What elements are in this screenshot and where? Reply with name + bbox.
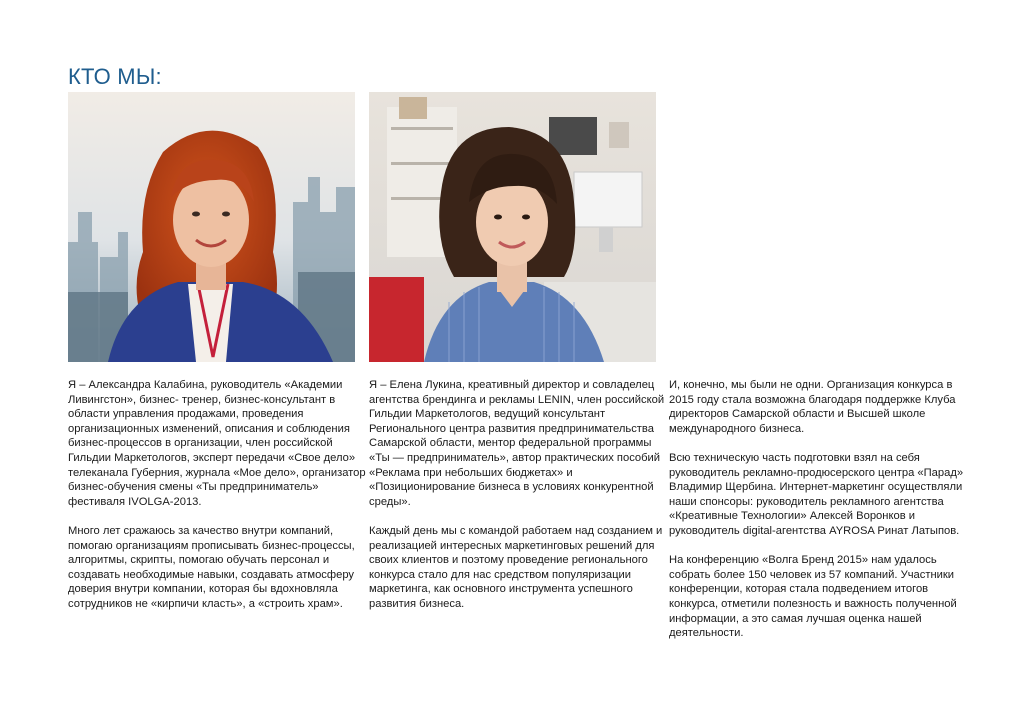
- paragraph: И, конечно, мы были не одни. Организация конкурса в 2015 году стала возможна благодаря поддержке Клуба директоров Самарской области и Высшей школе международного бизнеса.: [669, 379, 956, 435]
- paragraph: На конференцию «Волга Бренд 2015» нам удалось собрать более 150 человек из 57 компаний. Участники конференции, которая стала подведением итогов конкурса, отметили полезность и важность полученной информации, а это самая лучшая оценка нашей деятельности.: [669, 554, 957, 640]
- column-aleksandra: [68, 378, 368, 626]
- paragraph: Всю техническую часть подготовки взял на себя руководитель рекламно-продюсерского центра «Парад» Владимир Щербина. Интернет-маркетинг осуществляли наши спонсоры: руководитель рекламного агентства «Креативные Технологии» Алексей Воронков и руководитель digital-агентства AYROSA Ринат Латыпов.: [669, 451, 964, 537]
- page-title: КТО МЫ:: [68, 64, 162, 89]
- column-partners: [669, 378, 969, 655]
- photo-elena-lukina: [369, 92, 656, 362]
- paragraph: Я – Александра Калабина, руководитель «Академии Ливингстон», бизнес- тренер, бизнес-консультант в области управления продажами, проведения организационных изменений, описания и соблюдения бизнес-процессов в организации, член российской Гильдии Маркетологов, эксперт передачи «Свое дело» телеканала Губерния, журнала «Мое дело», организатор бизнес-обучения смены «Ты предприниматель» фестиваля IVOLGA-2013.: [68, 379, 366, 508]
- photo-aleksandra-kalabina: [68, 92, 355, 362]
- paragraph: Много лет сражаюсь за качество внутри компаний, помогаю организациям прописывать бизнес-процессы, алгоритмы, скрипты, помогаю обучать персонал и создавать необходимые навыки, создавать атмосферу доверия внутри компании, которая бы вдохновляла сотрудников не «кирпичи класть», а «строить храм».: [68, 524, 355, 610]
- paragraph: Каждый день мы с командой работаем над созданием и реализацией интересных маркетинговых решений для своих клиентов и поэтому проведение регионального конкурса стало для нас средством популяризации маркетинга, как основного инструмента успешного развития бизнеса.: [369, 524, 663, 610]
- column-elena: [369, 378, 669, 626]
- paragraph: Я – Елена Лукина, креативный директор и совладелец агентства брендинга и рекламы LENIN, член российской Гильдии Маркетологов, ведущий консультант Регионального центра развития предпринимательства Самарской области, ментор федеральной программы «Ты — предприниматель», автор практических пособий «Реклама при небольших бюджетах» и «Позиционирование бизнеса в условиях конкурентной среды».: [369, 379, 665, 508]
